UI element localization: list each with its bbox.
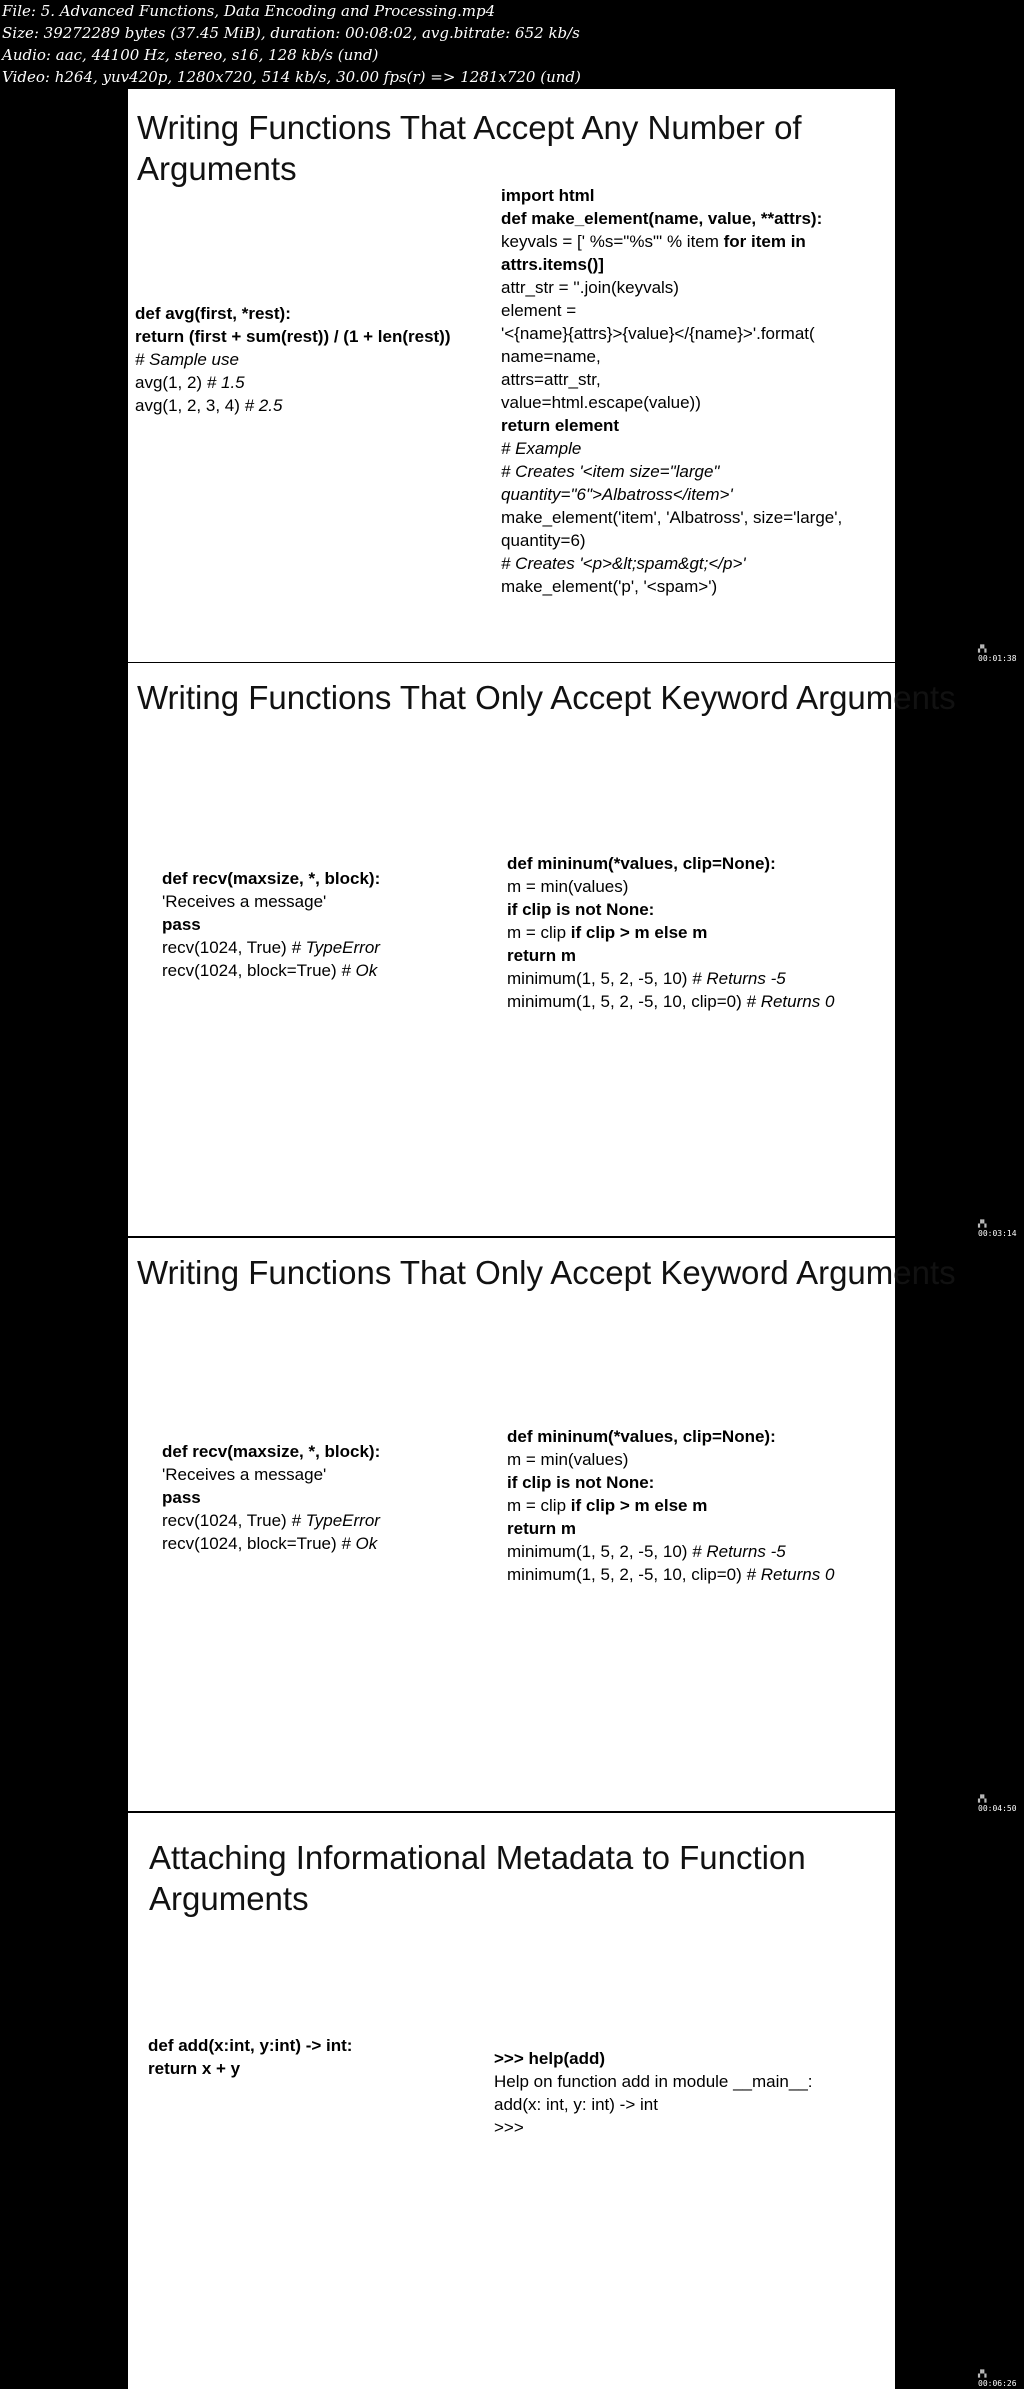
code-line — [507, 990, 834, 1013]
code-text: attrs.items()] — [501, 255, 604, 274]
code-line — [494, 2047, 813, 2070]
watermark-logo: ▞▚ — [978, 2370, 987, 2378]
code-text: minimum(1, 5, 2, -5, 10) — [507, 1542, 693, 1561]
code-comment: # TypeError — [291, 938, 380, 957]
code-text: def avg(first, *rest): — [135, 304, 291, 323]
code-comment: # Ok — [341, 961, 378, 980]
slide-frame-4 — [128, 1813, 895, 2389]
video-timestamp — [978, 1220, 1024, 1238]
code-line — [162, 1532, 380, 1555]
code-line — [507, 1540, 834, 1563]
code-line — [135, 325, 451, 348]
code-text: quantity="6">Albatross</item>' — [501, 485, 733, 504]
code-line — [501, 437, 842, 460]
file-size: Size: 39272289 bytes (37.45 MiB), duration: 00:08:02, avg.bitrate: 652 kb/s — [2, 24, 580, 42]
code-text: def mininum(*values, clip=None): — [507, 854, 776, 873]
code-text: m = min(values) — [507, 1450, 629, 1469]
code-comment: # 2.5 — [244, 396, 283, 415]
video-info: Video: h264, yuv420p, 1280x720, 514 kb/s, 30.00 fps(r) => 1281x720 (und) — [2, 68, 581, 86]
left-code-block — [162, 1440, 380, 1555]
code-text: minimum(1, 5, 2, -5, 10, clip=0) — [507, 1565, 747, 1584]
code-text: return x + y — [148, 2059, 241, 2078]
code-line — [501, 460, 842, 483]
code-line — [135, 371, 451, 394]
code-line — [162, 1486, 380, 1509]
code-text: def recv(maxsize, *, block): — [162, 1442, 381, 1461]
timestamp-label: 00:04:50 — [978, 1804, 1017, 1813]
code-line — [507, 1494, 834, 1517]
code-text: recv(1024, block=True) — [162, 961, 342, 980]
watermark-logo: ▞▚ — [978, 1795, 987, 1803]
code-line — [162, 890, 380, 913]
timestamp-label: 00:01:38 — [978, 654, 1017, 663]
slide-title-line: Arguments — [149, 1880, 309, 1917]
code-line — [507, 1425, 834, 1448]
code-line — [507, 1517, 834, 1540]
code-line — [148, 2034, 352, 2057]
code-line — [501, 299, 842, 322]
code-line — [162, 1440, 380, 1463]
code-line — [494, 2093, 813, 2116]
slide-title — [137, 107, 802, 189]
code-line — [501, 253, 842, 276]
code-line — [501, 322, 842, 345]
code-line — [507, 1563, 834, 1586]
code-text: minimum(1, 5, 2, -5, 10) — [507, 969, 693, 988]
code-line — [162, 1463, 380, 1486]
code-text: 'Receives a message' — [162, 892, 327, 911]
code-text: avg(1, 2) — [135, 373, 207, 392]
code-text: >>> help(add) — [494, 2049, 605, 2068]
slide-title-line: Writing Functions That Only Accept Keyword Arguments — [137, 679, 956, 716]
slide-frame-1 — [128, 89, 895, 662]
code-text: def make_element(name, value, **attrs): — [501, 209, 823, 228]
code-line — [507, 944, 834, 967]
code-text: # Sample use — [135, 350, 239, 369]
slide-title-line: Writing Functions That Only Accept Keyword Arguments — [137, 1254, 956, 1291]
left-code-block — [135, 302, 451, 417]
slide-title-line: Writing Functions That Accept Any Number of — [137, 109, 802, 146]
code-line — [162, 913, 380, 936]
timestamp-label: 00:03:14 — [978, 1229, 1017, 1238]
timestamp-label: 00:06:26 — [978, 2379, 1017, 2388]
slide-frame-3 — [128, 1238, 956, 1811]
code-text: m = min(values) — [507, 877, 629, 896]
code-line — [501, 529, 842, 552]
audio-info: Audio: aac, 44100 Hz, stereo, s16, 128 kb/s (und) — [2, 46, 379, 64]
code-line — [494, 2070, 813, 2093]
code-line — [501, 230, 842, 253]
code-text: return element — [501, 416, 620, 435]
code-comment: # Returns -5 — [692, 1542, 786, 1561]
code-text: value=html.escape(value)) — [501, 393, 701, 412]
slide-title — [137, 677, 956, 718]
code-text: if clip is not None: — [507, 900, 655, 919]
video-timestamp — [978, 1795, 1024, 1813]
code-text: name=name, — [501, 347, 601, 366]
code-line — [501, 414, 842, 437]
code-text: make_element('p', '<spam>') — [501, 577, 718, 596]
code-line — [501, 483, 842, 506]
code-text: '<{name}{attrs}>{value}</{name}>'.format( — [501, 324, 815, 343]
code-line — [135, 394, 451, 417]
code-text: import html — [501, 186, 595, 205]
code-text: >>> — [494, 2118, 524, 2137]
code-text: element = — [501, 301, 577, 320]
code-line — [162, 1509, 380, 1532]
right-code-block — [501, 184, 842, 598]
code-text: # Example — [501, 439, 582, 458]
file-name: File: 5. Advanced Functions, Data Encoding and Processing.mp4 — [2, 2, 496, 20]
code-text: def mininum(*values, clip=None): — [507, 1427, 776, 1446]
slide-title — [137, 1252, 956, 1293]
code-keyword: if clip > m else m — [570, 923, 708, 942]
code-text: recv(1024, True) — [162, 1511, 292, 1530]
code-text: avg(1, 2, 3, 4) — [135, 396, 245, 415]
code-line — [501, 552, 842, 575]
code-text: pass — [162, 915, 201, 934]
code-line — [162, 867, 380, 890]
code-text: pass — [162, 1488, 201, 1507]
code-line — [507, 898, 834, 921]
code-text: minimum(1, 5, 2, -5, 10, clip=0) — [507, 992, 747, 1011]
code-text: # Creates '<item size="large" — [501, 462, 720, 481]
left-code-block — [148, 2034, 352, 2080]
code-comment: # Returns 0 — [746, 992, 835, 1011]
code-text: recv(1024, block=True) — [162, 1534, 342, 1553]
right-code-block — [507, 852, 834, 1013]
code-text: def add(x:int, y:int) -> int: — [148, 2036, 353, 2055]
code-line — [162, 959, 380, 982]
code-line — [507, 875, 834, 898]
slide-title-line: Attaching Informational Metadata to Function — [149, 1839, 806, 1876]
code-line — [507, 921, 834, 944]
code-line — [501, 575, 842, 598]
watermark-logo: ▞▚ — [978, 645, 987, 653]
code-comment: # 1.5 — [206, 373, 245, 392]
code-text: m = clip — [507, 1496, 571, 1515]
code-keyword: for item in — [723, 232, 806, 251]
right-code-block — [494, 2047, 813, 2139]
file-info-header — [0, 0, 1024, 88]
code-text: keyvals = [' %s="%s"' % item — [501, 232, 724, 251]
code-text: m = clip — [507, 923, 571, 942]
code-text: quantity=6) — [501, 531, 586, 550]
code-line — [501, 184, 842, 207]
code-line — [162, 936, 380, 959]
code-comment: # Returns -5 — [692, 969, 786, 988]
watermark-logo: ▞▚ — [978, 1220, 987, 1228]
code-text: attrs=attr_str, — [501, 370, 601, 389]
code-comment: # Returns 0 — [746, 1565, 835, 1584]
slide-title — [149, 1837, 806, 1919]
video-timestamp — [978, 2370, 1024, 2388]
left-code-block — [162, 867, 380, 982]
code-text: attr_str = ''.join(keyvals) — [501, 278, 679, 297]
code-line — [501, 276, 842, 299]
code-line — [501, 368, 842, 391]
code-text: make_element('item', 'Albatross', size='large', — [501, 508, 843, 527]
code-text: 'Receives a message' — [162, 1465, 327, 1484]
video-timestamp — [978, 645, 1024, 663]
slide-frame-2 — [128, 663, 956, 1236]
code-line — [507, 852, 834, 875]
code-comment: # Ok — [341, 1534, 378, 1553]
code-line — [148, 2057, 352, 2080]
right-code-block — [507, 1425, 834, 1586]
code-line — [501, 391, 842, 414]
code-keyword: if clip > m else m — [570, 1496, 708, 1515]
code-line — [494, 2116, 813, 2139]
code-comment: # TypeError — [291, 1511, 380, 1530]
slide-title-line: Arguments — [137, 150, 297, 187]
code-line — [135, 348, 451, 371]
code-text: if clip is not None: — [507, 1473, 655, 1492]
code-text: return (first + sum(rest)) / (1 + len(rest)) — [135, 327, 451, 346]
code-line — [507, 967, 834, 990]
code-line — [501, 207, 842, 230]
code-text: return m — [507, 1519, 576, 1538]
code-line — [135, 302, 451, 325]
code-text: Help on function add in module __main__: — [494, 2072, 813, 2091]
code-line — [501, 345, 842, 368]
code-text: # Creates '<p>&lt;spam&gt;</p>' — [501, 554, 746, 573]
code-line — [507, 1471, 834, 1494]
code-line — [507, 1448, 834, 1471]
code-text: recv(1024, True) — [162, 938, 292, 957]
code-text: def recv(maxsize, *, block): — [162, 869, 381, 888]
code-text: return m — [507, 946, 576, 965]
code-text: add(x: int, y: int) -> int — [494, 2095, 658, 2114]
code-line — [501, 506, 842, 529]
